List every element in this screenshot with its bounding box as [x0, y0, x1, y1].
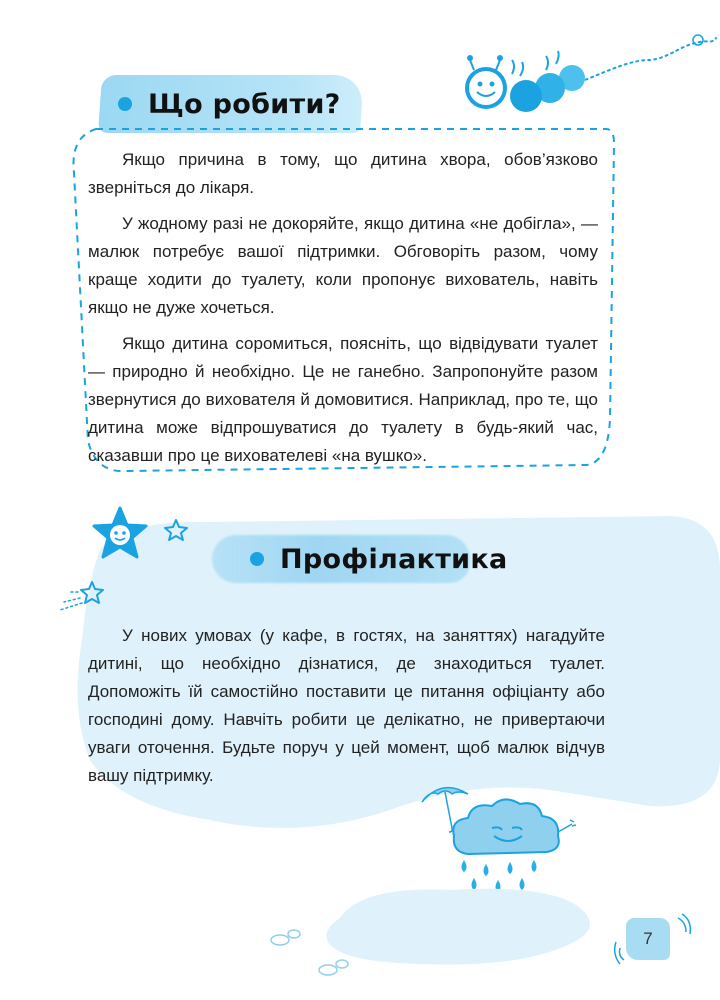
section-title	[118, 82, 341, 126]
title-bullet-icon	[250, 552, 264, 566]
paragraph: Якщо причина в тому, що дитина хвора, обов’язково зверніться до лікаря.	[88, 150, 598, 197]
section-body	[88, 622, 605, 790]
paragraph: Якщо дитина соромиться, поясніть, що відвідувати туалет — природно й необхідно. Це не ганебно. Запропонуйте разом звернутися до вихователя й домовитися. Наприклад, про те, що дитина може відпрошуватися до туалету в будь-який час, сказавши про це вихователеві «на вушко».	[88, 334, 598, 465]
section-body	[88, 146, 598, 478]
paragraph: У жодному разі не докоряйте, якщо дитина «не добігла», — малюк потребує вашої підтримки. Обговоріть разом, чому краще ходити до туалету, коли пропонує вихователь, навіть якщо не дуже хочеться.	[88, 214, 598, 317]
paragraph: У нових умовах (у кафе, в гостях, на заняттях) нагадуйте дитині, що необхідно дізнатися, де знаходиться туалет. Допоможіть їй самостійно поставити це питання офіціанту або господині дому. Навчіть робити це делікатно, не привертаючи уваги оточення. Будьте поруч у цей момент, щоб малюк відчув вашу підтримку.	[88, 626, 605, 785]
section-title	[250, 538, 508, 580]
page-number-text: 7	[643, 929, 653, 948]
caterpillar-illustration	[460, 30, 720, 120]
page-number-accent-icon	[608, 912, 692, 968]
section-title-text: Профілактика	[280, 543, 508, 575]
section-title-text: Що робити?	[148, 88, 341, 120]
star-character-icon	[90, 505, 150, 563]
small-star-icon	[163, 518, 189, 542]
shooting-star-icon	[56, 578, 110, 614]
footprints-illustration	[258, 910, 378, 990]
title-bullet-icon	[118, 97, 132, 111]
